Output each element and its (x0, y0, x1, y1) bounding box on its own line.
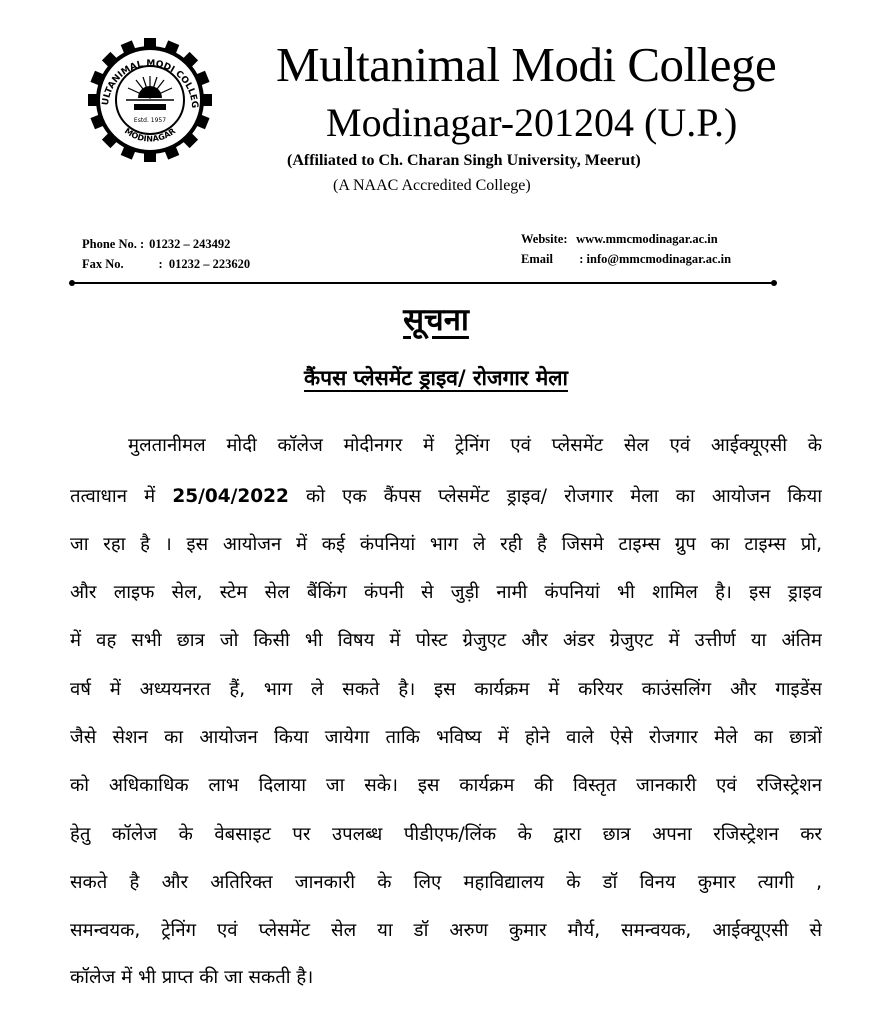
accreditation-text: (A NAAC Accredited College) (333, 177, 531, 194)
notice-body-line: जैसे सेशन का आयोजन किया जायेगा ताकि भविष्य में होने वाले ऐसे रोजगार मेले का छात्रों (70, 727, 822, 748)
notice-body-line: जा रहा है । इस आयोजन में कई कंपनियां भाग ले रही है जिसमे टाइम्स ग्रुप का टाइम्स प्रो, (70, 534, 822, 555)
svg-text:MULTANIMAL MODI COLLEGE: ULTANIMAL MODI COLLEG (100, 58, 200, 109)
email-label: Email (521, 252, 553, 266)
notice-body-line: मुलतानीमल मोदी कॉलेज मोदीनगर में ट्रेनिंग एवं प्लेसमेंट सेल एवं आईक्यूएसी के (128, 435, 822, 456)
notice-body-line: में वह सभी छात्र जो किसी भी विषय में पोस्ट ग्रेजुएट और अंडर ग्रेजुएट में उत्तीर्ण या अंतिम (70, 630, 822, 651)
divider-end-dot (771, 280, 777, 286)
phone-row (82, 234, 250, 254)
notice-body-line: समन्वयक, ट्रेनिंग एवं प्लेसमेंट सेल या डॉ अरुण कुमार मौर्य, समन्वयक, आईक्यूएसी से (70, 920, 822, 941)
svg-text:MODINAGAR: MODINAGAR (122, 126, 178, 144)
notice-body-line (70, 482, 822, 512)
fax-label: Fax No. (82, 257, 124, 271)
phone-value: 01232 – 243492 (146, 237, 231, 251)
college-logo-svg (86, 36, 214, 164)
line-text: तत्वाधान में (70, 486, 173, 507)
svg-text:Estd. 1957: Estd. 1957 (133, 117, 167, 124)
email-value: : info@mmcmodinagar.ac.in (573, 252, 732, 266)
phone-label: Phone No. : (82, 237, 145, 251)
notice-body-line: हेतु कॉलेज के वेबसाइट पर उपलब्ध पीडीएफ/लिंक के द्वारा छात्र अपना रजिस्ट्रेशन कर (70, 824, 822, 845)
fax-value: : 01232 – 223620 (146, 257, 251, 271)
web-email-block (521, 229, 731, 269)
website-label: Website: (521, 232, 568, 246)
college-address: Modinagar-201204 (U.P.) (326, 100, 738, 145)
notice-body-line: कॉलेज में भी प्राप्त की जा सकती है। (70, 967, 314, 988)
website-value: www.mmcmodinagar.ac.in (573, 232, 718, 246)
affiliation-text: (Affiliated to Ch. Charan Singh University, Meerut) (287, 152, 641, 169)
header-divider (72, 282, 774, 284)
fax-row (82, 254, 250, 274)
college-name: Multanimal Modi College (276, 37, 777, 92)
notice-title: सूचना (403, 302, 469, 338)
line-text: को एक कैंपस प्लेसमेंट ड्राइव/ रोजगार मेला का आयोजन किया (288, 486, 822, 507)
notice-subtitle: कैंपस प्लेसमेंट ड्राइव/ रोजगार मेला (304, 366, 568, 390)
event-date: 25/04/2022 (172, 486, 289, 507)
phone-fax-block (82, 234, 250, 274)
notice-body-line: सकते है और अतिरिक्त जानकारी के लिए महाविद्यालय के डॉ विनय कुमार त्यागी , (70, 872, 822, 893)
notice-body-line: वर्ष में अध्ययनरत हैं, भाग ले सकते है। इस कार्यक्रम में करियर काउंसलिंग और गाइडेंस (70, 679, 822, 700)
notice-body-line: और लाइफ सेल, स्टेम सेल बैंकिंग कंपनी से जुड़ी नामी कंपनियां भी शामिल है। इस ड्राइव (70, 582, 822, 603)
college-gear-emblem-icon (86, 36, 214, 164)
website-row (521, 229, 731, 249)
email-row (521, 249, 731, 269)
divider-end-dot (69, 280, 75, 286)
notice-body-line: को अधिकाधिक लाभ दिलाया जा सके। इस कार्यक्रम की विस्तृत जानकारी एवं रजिस्ट्रेशन (70, 775, 822, 796)
